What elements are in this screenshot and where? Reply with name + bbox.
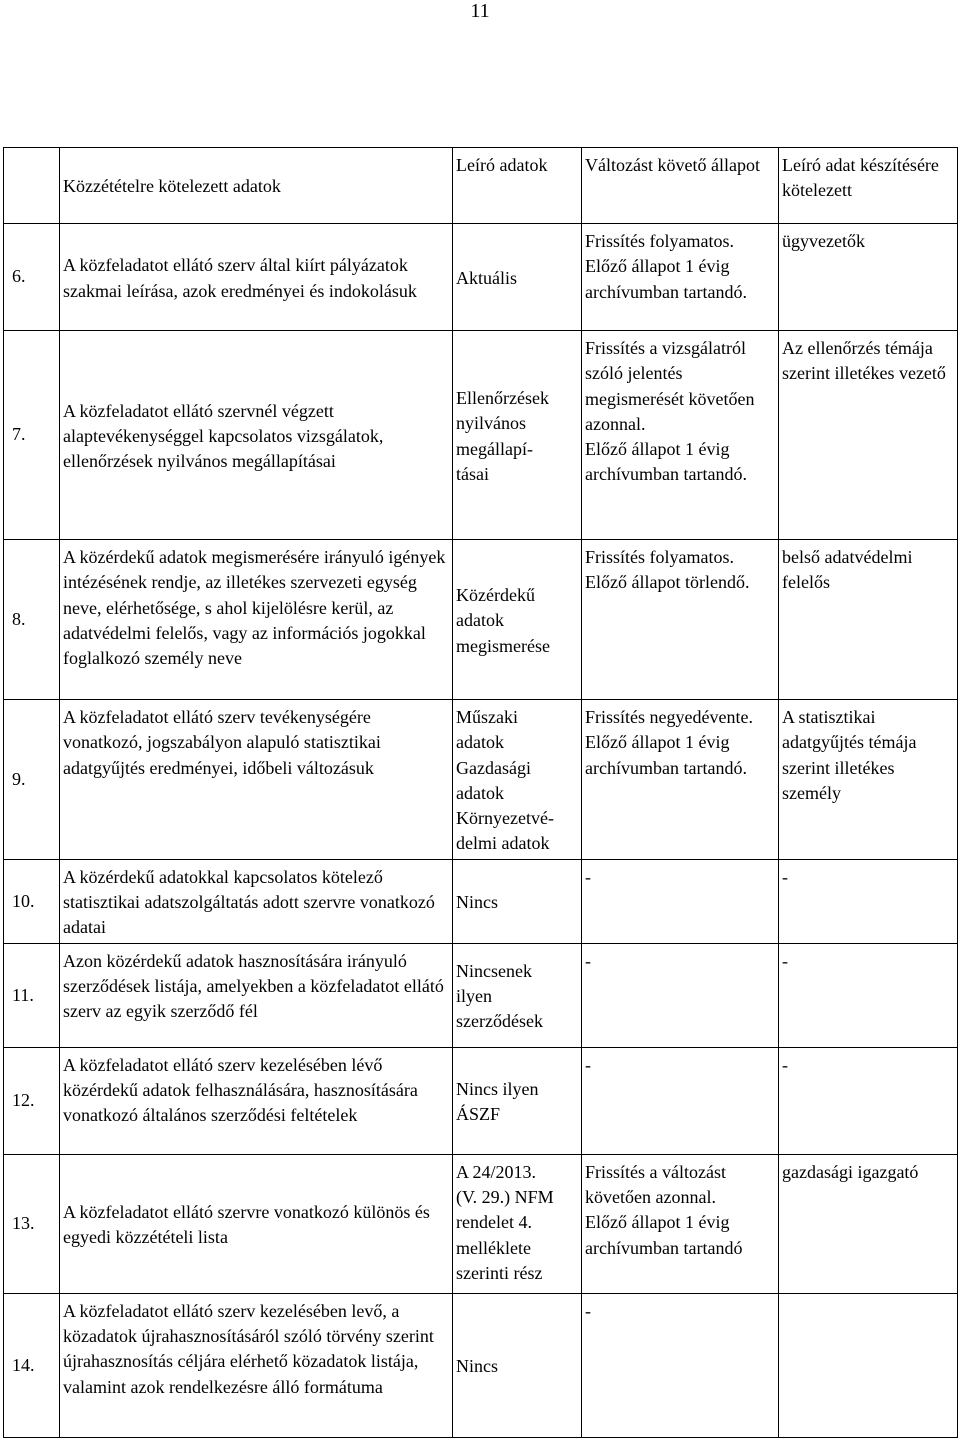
row-description: A közérdekű adatokkal kapcsolatos kötelező statisztikai adatszolgáltatás adott szervre vonatkozó adatai: [60, 859, 453, 943]
row-data-type: Nincs ilyen ÁSZF: [453, 1047, 582, 1154]
row-update: -: [582, 1047, 779, 1154]
row-description: A közérdekű adatok megismerésére irányuló igények intézésének rendje, az illetékes szervezeti egység neve, elérhetősége, s ahol kijelölésre kerül, az adatvédelmi felelős, vagy az információs jogokkal foglalkozó személy neve: [60, 540, 453, 700]
header-data-type: Leíró adatok: [453, 148, 582, 224]
row-responsible: -: [779, 859, 958, 943]
row-responsible: [779, 1293, 958, 1437]
row-number: 9.: [4, 700, 60, 860]
table-row: [4, 224, 958, 331]
row-responsible: Az ellenőrzés témája szerint illetékes vezető: [779, 331, 958, 540]
row-description: A közfeladatot ellátó szerv kezelésében levő, a közadatok újrahasznosításáról szóló törvény szerint újrahasznosítás céljára elérhető közadatok listája, valamint azok rendelkezésre álló formátuma: [60, 1293, 453, 1437]
table-row: [4, 700, 958, 860]
row-responsible: gazdasági igazgató: [779, 1154, 958, 1293]
row-update: Frissítés folyamatos. Előző állapot 1 évig archívumban tartandó.: [582, 224, 779, 331]
header-description: Közzétételre kötelezett adatok: [60, 148, 453, 224]
row-data-type: A 24/2013. (V. 29.) NFM rendelet 4. melléklete szerinti rész: [453, 1154, 582, 1293]
row-description: A közfeladatot ellátó szerv tevékenységére vonatkozó, jogszabályon alapuló statisztikai adatgyűjtés eredményei, időbeli változásuk: [60, 700, 453, 860]
row-update: -: [582, 1293, 779, 1437]
row-data-type: Nincs: [453, 859, 582, 943]
row-responsible: belső adatvédelmi felelős: [779, 540, 958, 700]
header-num-cell: [4, 148, 60, 224]
header-update: Változást követő állapot: [582, 148, 779, 224]
row-number: 12.: [4, 1047, 60, 1154]
row-update: Frissítés negyedévente. Előző állapot 1 évig archívumban tartandó.: [582, 700, 779, 860]
row-number: 11.: [4, 943, 60, 1047]
table-row: [4, 943, 958, 1047]
page-number: 11: [470, 0, 490, 22]
row-data-type: Közérdekű adatok megismerése: [453, 540, 582, 700]
row-number: 10.: [4, 859, 60, 943]
row-update: -: [582, 943, 779, 1047]
table-row: [4, 859, 958, 943]
header-responsible: Leíró adat készítésére kötelezett: [779, 148, 958, 224]
table-row: [4, 331, 958, 540]
table-row: [4, 1293, 958, 1437]
row-number: 14.: [4, 1293, 60, 1437]
row-update: -: [582, 859, 779, 943]
row-update: Frissítés a változást követően azonnal. Előző állapot 1 évig archívumban tartandó: [582, 1154, 779, 1293]
disclosure-table: [3, 147, 958, 1438]
row-responsible: A statisztikai adatgyűjtés témája szerint illetékes személy: [779, 700, 958, 860]
row-data-type: Nincs: [453, 1293, 582, 1437]
row-description: A közfeladatot ellátó szervre vonatkozó különös és egyedi közzétételi lista: [60, 1154, 453, 1293]
table-row: [4, 1154, 958, 1293]
row-number: 13.: [4, 1154, 60, 1293]
row-data-type: Nincsenek ilyen szerződések: [453, 943, 582, 1047]
row-data-type: Műszaki adatok Gazdasági adatok Környezetvé- delmi adatok: [453, 700, 582, 860]
row-description: A közfeladatot ellátó szervnél végzett alaptevékenységgel kapcsolatos vizsgálatok, ellenőrzések nyilvános megállapításai: [60, 331, 453, 540]
row-number: 7.: [4, 331, 60, 540]
table-header-row: [4, 148, 958, 224]
row-responsible: -: [779, 943, 958, 1047]
row-responsible: -: [779, 1047, 958, 1154]
row-data-type: Aktuális: [453, 224, 582, 331]
row-update: Frissítés folyamatos. Előző állapot törlendő.: [582, 540, 779, 700]
row-data-type: Ellenőrzések nyilvános megállapí- tásai: [453, 331, 582, 540]
table-row: [4, 540, 958, 700]
row-description: A közfeladatot ellátó szerv által kiírt pályázatok szakmai leírása, azok eredményei és indokolásuk: [60, 224, 453, 331]
row-number: 6.: [4, 224, 60, 331]
row-description: Azon közérdekű adatok hasznosítására irányuló szerződések listája, amelyekben a közfeladatot ellátó szerv az egyik szerződő fél: [60, 943, 453, 1047]
row-number: 8.: [4, 540, 60, 700]
table-row: [4, 1047, 958, 1154]
row-responsible: ügyvezetők: [779, 224, 958, 331]
row-update: Frissítés a vizsgálatról szóló jelentés megismerését követően azonnal. Előző állapot 1 évig archívumban tartandó.: [582, 331, 779, 540]
row-description: A közfeladatot ellátó szerv kezelésében lévő közérdekű adatok felhasználására, hasznosítására vonatkozó általános szerződési feltételek: [60, 1047, 453, 1154]
